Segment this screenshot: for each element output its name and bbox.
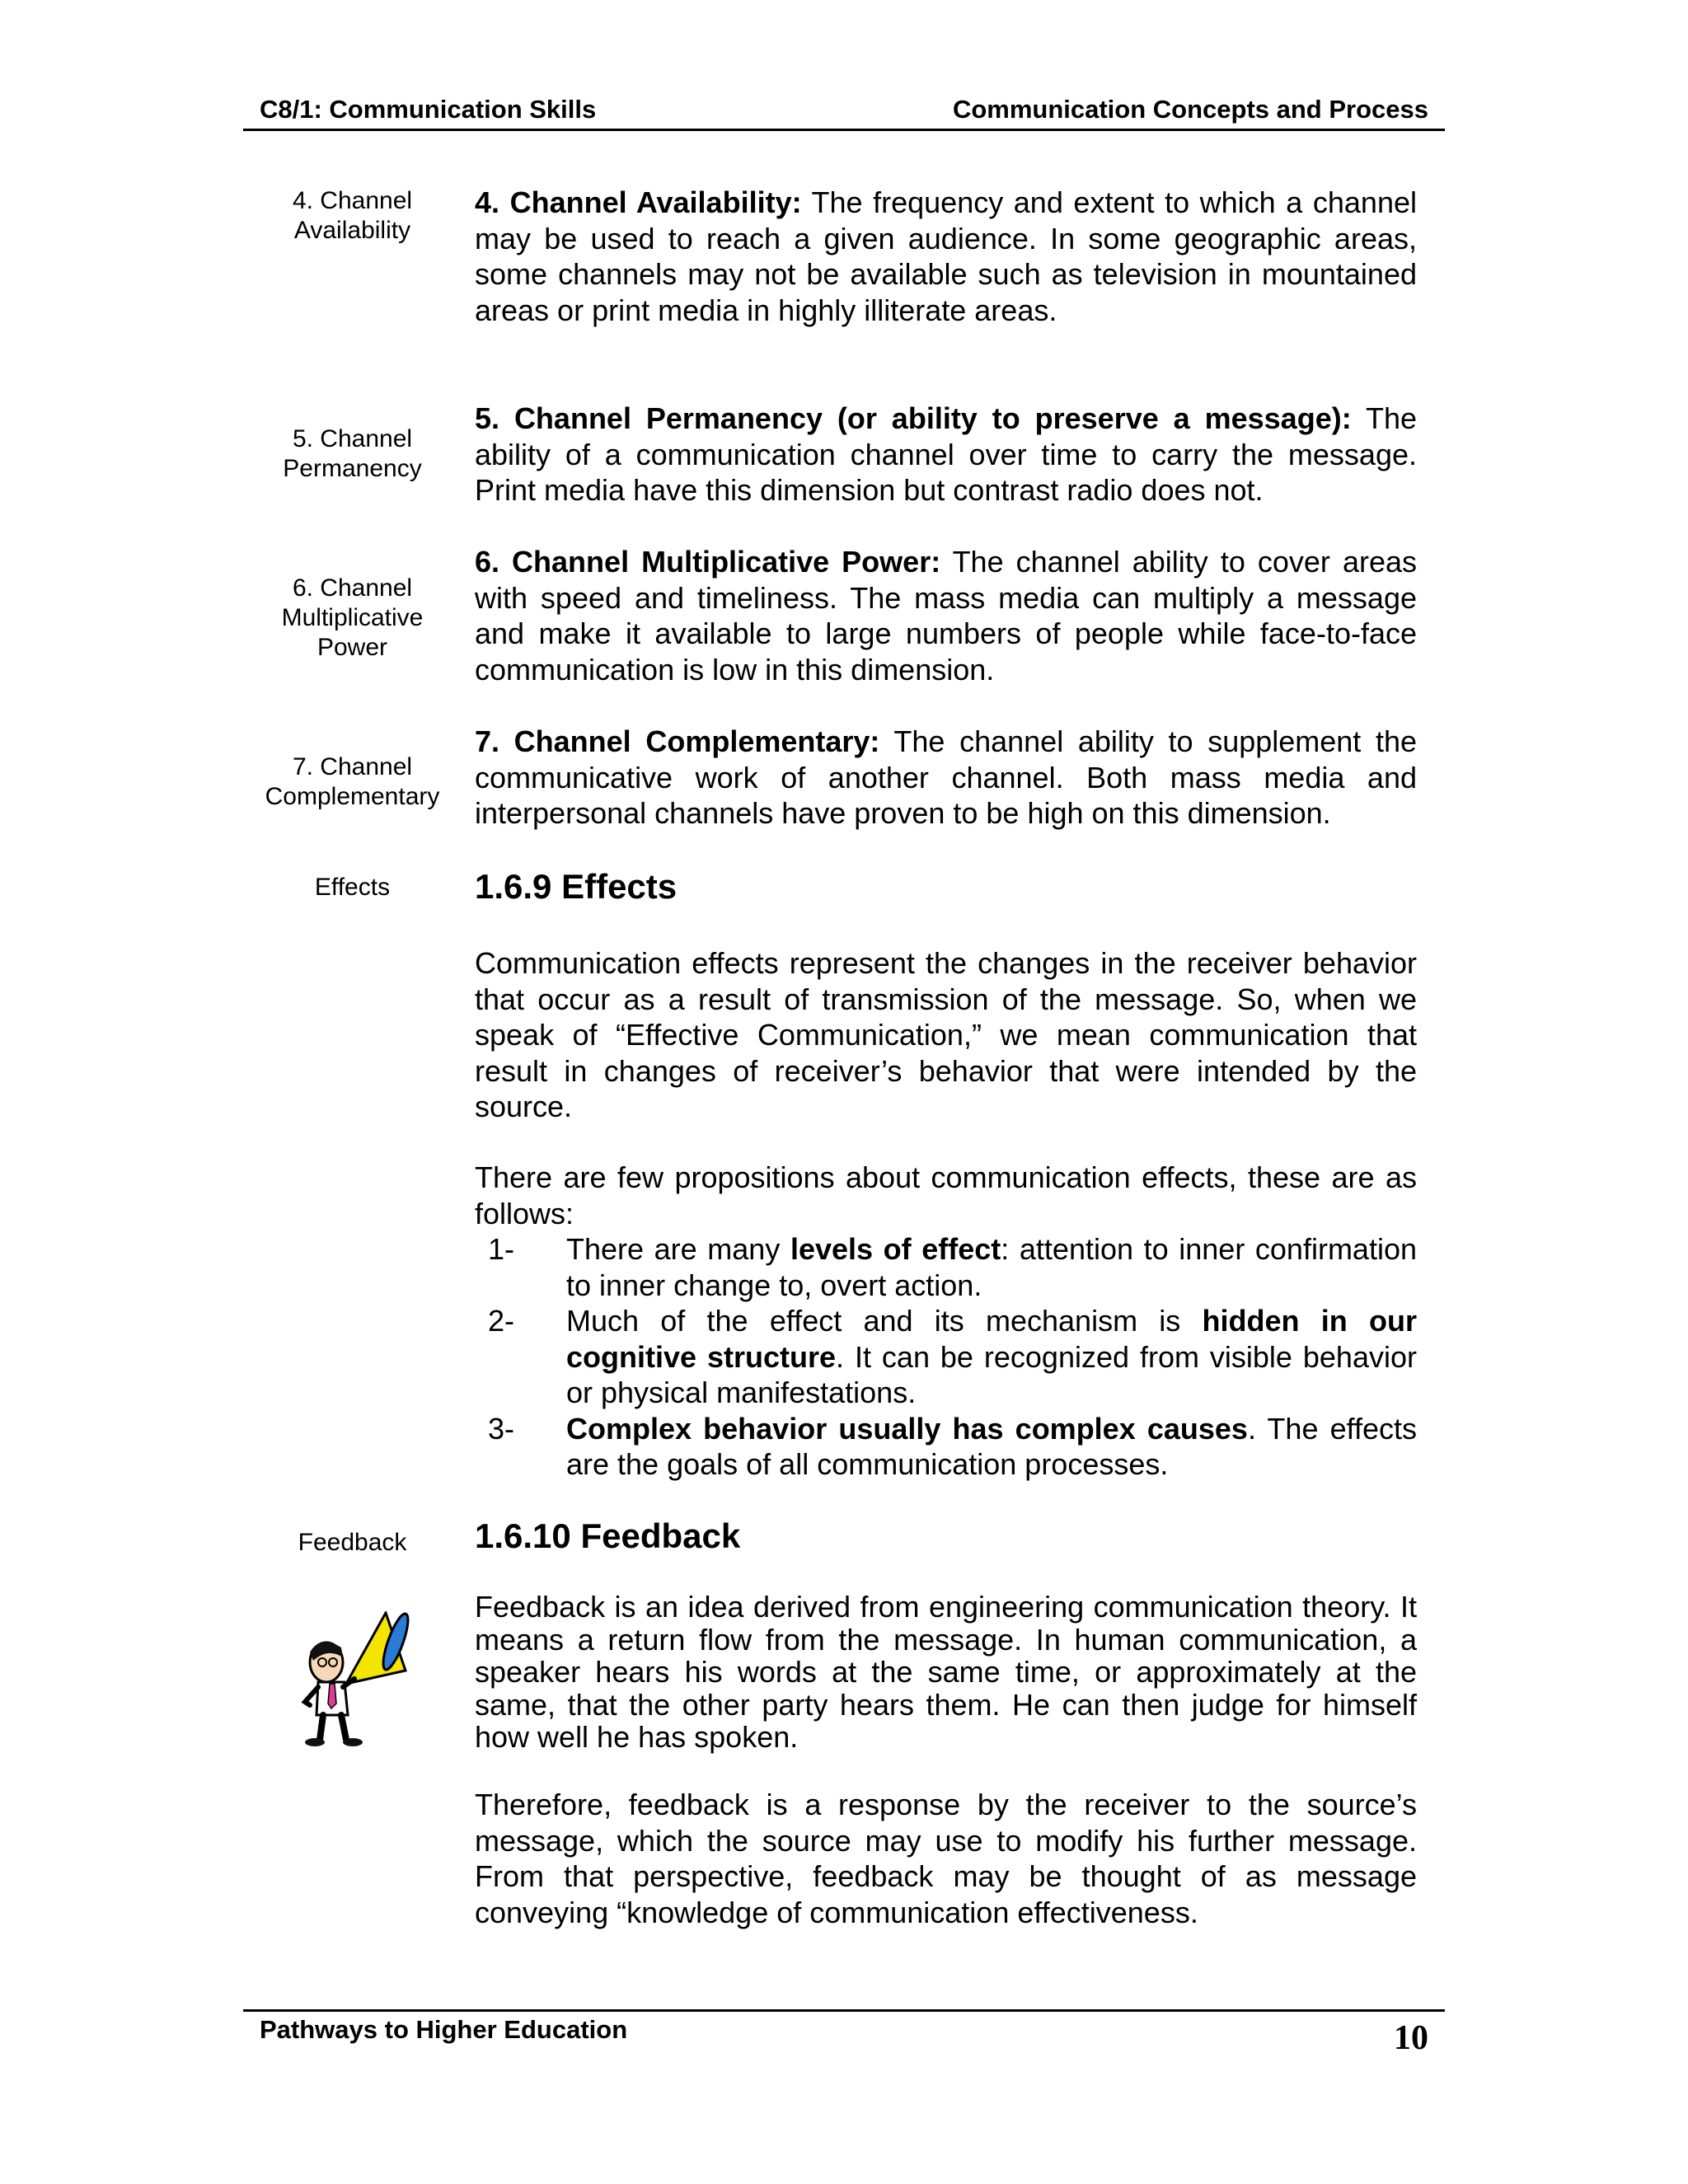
margin-note-feedback: Feedback — [298, 1529, 407, 1556]
page-header — [243, 92, 1445, 131]
margin-note-channel-multiplicative: 6. Channel Multiplicative Power — [281, 574, 424, 661]
list-item: 3- Complex behavior usually has complex causes. The effects are the goals of all communication processes. — [488, 1411, 1417, 1481]
feedback-paragraph-1: Feedback is an idea derived from engineering communication theory. It means a return flow from the message. In human communication, a speaker hears his words at the same time, or approximately at the same, that the other party hears them. He can then judge for himself how well he has spoken. — [475, 1590, 1417, 1754]
course-title: C8/1: Communication Skills — [260, 95, 597, 124]
channel-multiplicative-section — [475, 544, 1417, 687]
channel-permanency-term: 5. Channel Permanency (or ability to preserve a message): — [475, 401, 1352, 435]
effects-heading: 1.6.9 Effects — [475, 867, 678, 906]
channel-availability-paragraph: 4. Channel Availability: The frequency and extent to which a channel may be used to reach a given audience. In some geographic areas, some channels may not be available such as television in mountained areas or print media in highly illiterate areas. — [475, 185, 1417, 327]
channel-multiplicative-term: 6. Channel Multiplicative Power: — [475, 545, 941, 579]
chapter-title: Communication Concepts and Process — [952, 95, 1428, 124]
channel-availability-section — [475, 185, 1417, 328]
megaphone-speaker-icon — [295, 1611, 415, 1747]
footer-series-title: Pathways to Higher Education — [260, 2015, 628, 2044]
list-item: 2- Much of the effect and its mechanism is hidden in our cognitive structure. It can be recognized from visible behavior or physical manifestations. — [488, 1304, 1417, 1409]
page-footer — [243, 2009, 1445, 2057]
channel-complementary-section — [475, 724, 1417, 832]
margin-note-channel-complementary: 7. Channel Complementary — [265, 753, 440, 810]
channel-permanency-section — [475, 401, 1417, 509]
effects-paragraph-1: Communication effects represent the changes in the receiver behavior that occur as a result of transmission of the message. So, when we speak of “Effective Communication,” we mean communication that result in changes of receiver’s behavior that were intended by the source. — [475, 946, 1417, 1123]
channel-availability-term: 4. Channel Availability: — [475, 185, 802, 219]
margin-note-effects: Effects — [314, 874, 391, 901]
effects-paragraph-2: There are few propositions about communication effects, these are as follows: — [475, 1160, 1417, 1230]
page-number: 10 — [1394, 2019, 1428, 2057]
feedback-paragraph-2: Therefore, feedback is a response by the receiver to the source’s message, which the source may use to modify his further message. From that perspective, feedback may be thought of as message conveying “knowledge of communication effectiveness. — [475, 1788, 1417, 1929]
list-item: 1- There are many levels of effect: attention to inner confirmation to inner change to, overt action. — [488, 1232, 1417, 1302]
margin-note-channel-availability: 4. Channel Availability — [292, 187, 413, 244]
channel-multiplicative-paragraph: 6. Channel Multiplicative Power: The channel ability to cover areas with speed and timeliness. The mass media can multiply a message and make it available to large numbers of people while face-to-face communication is low in this dimension. — [475, 545, 1417, 687]
feedback-heading: 1.6.10 Feedback — [475, 1516, 741, 1555]
channel-complementary-term: 7. Channel Complementary: — [475, 724, 880, 758]
channel-complementary-paragraph: 7. Channel Complementary: The channel ability to supplement the communicative work of another channel. Both mass media and interpersonal channels have proven to be high on this dimension. — [475, 724, 1417, 830]
margin-note-channel-permanency: 5. Channel Permanency — [283, 425, 422, 482]
effects-propositions-list — [475, 1231, 1417, 1483]
channel-permanency-paragraph: 5. Channel Permanency (or ability to preserve a message): The ability of a communication channel over time to carry the message. Print media have this dimension but contrast radio does not. — [475, 401, 1418, 507]
